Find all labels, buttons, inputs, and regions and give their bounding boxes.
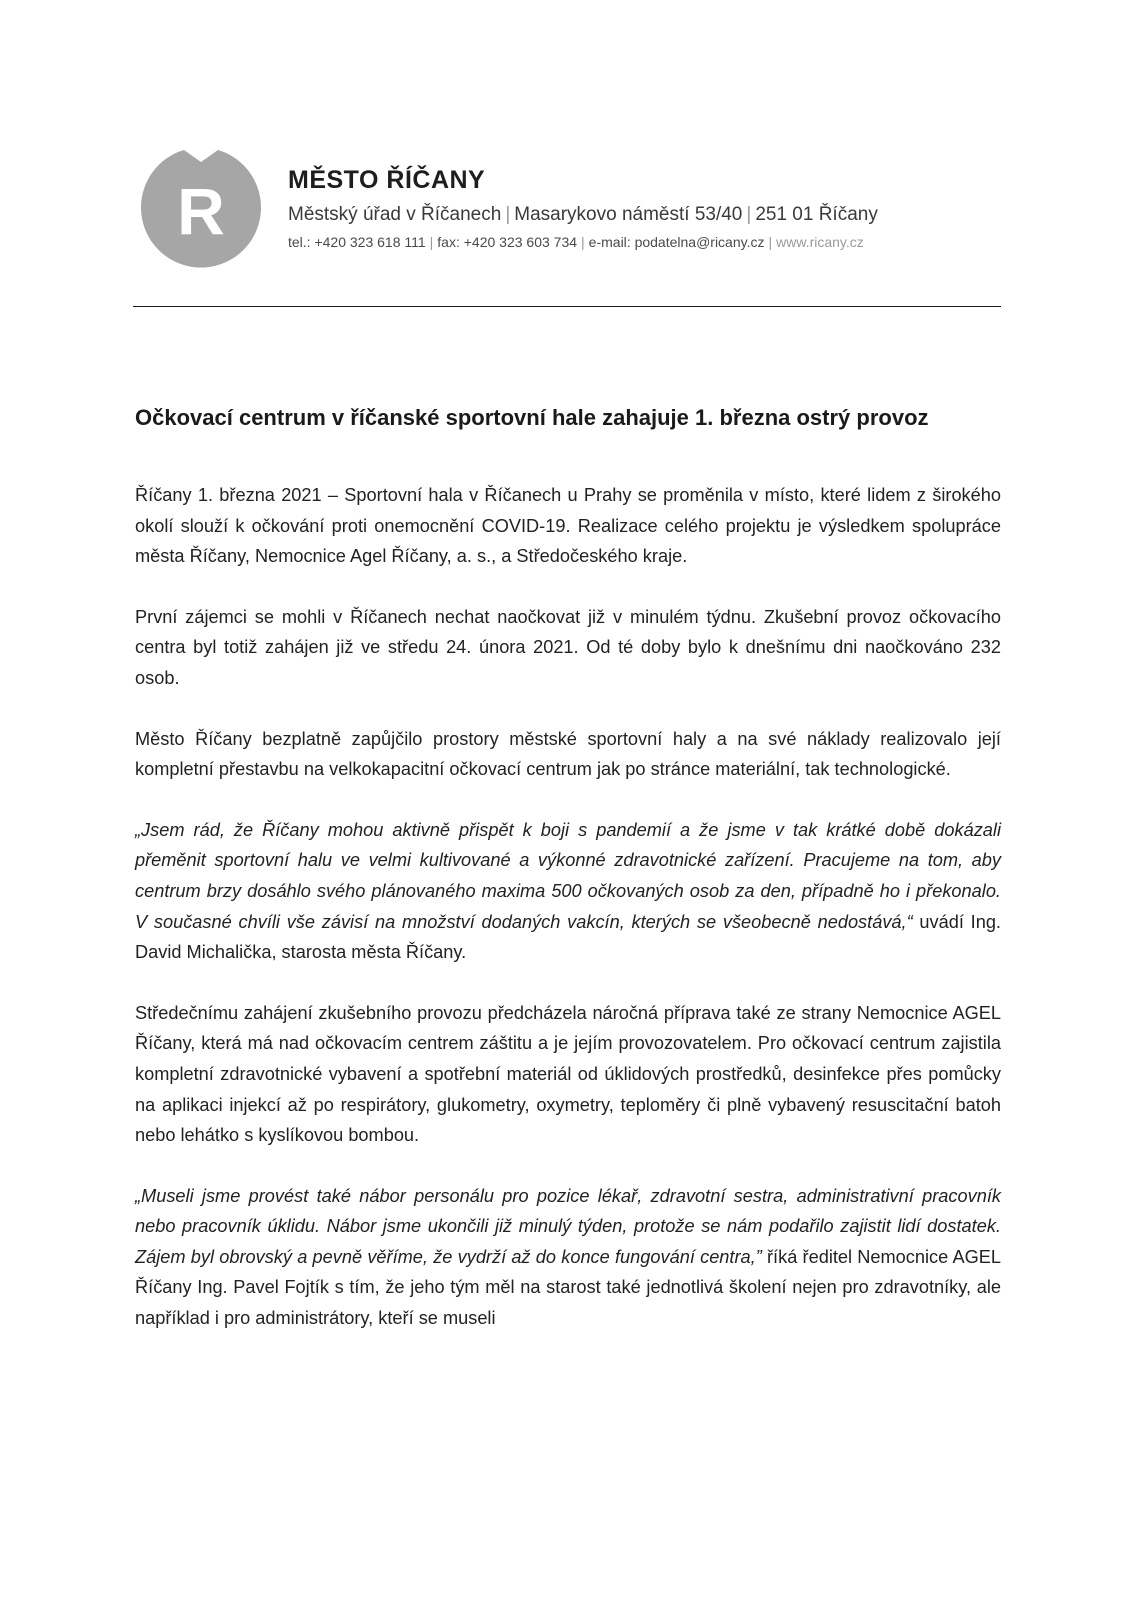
email-link[interactable]: e-mail: podatelna@ricany.cz <box>588 234 765 250</box>
separator: | <box>746 204 752 225</box>
article-body <box>135 480 1001 1364</box>
logo-letter: R <box>177 174 225 248</box>
quote-mayor <box>135 815 1001 968</box>
letterhead <box>136 140 1000 270</box>
organization-name: MĚSTO ŘÍČANY <box>288 166 486 194</box>
city-logo <box>136 144 266 274</box>
telephone: tel.: +420 323 618 111 <box>288 234 426 250</box>
article-headline: Očkovací centrum v říčanské sportovní hale zahajuje 1. března ostrý provoz <box>135 404 929 430</box>
quote-attribution: říká ředitel Nemocnice AGEL Říčany Ing. Pavel Fojtík s tím, že jeho tým měl na starost také jednotlivá školení nejen pro zdravotníky, ale například i pro administrátory, kteří se museli <box>135 1246 1002 1329</box>
office-name: Městský úřad v Říčanech <box>288 204 502 225</box>
city-address: 251 01 Říčany <box>755 204 878 225</box>
paragraph-city-funding: Město Říčany bezplatně zapůjčilo prostory městské sportovní haly a na své náklady realizovalo její kompletní přestavbu na velkokapacitní očkovací centrum jak po stránce materiální, tak technologické. <box>135 728 1001 780</box>
paragraph-intro: Říčany 1. března 2021 – Sportovní hala v Říčanech u Prahy se proměnila v místo, které lidem z širokého okolí slouží k očkování proti onemocnění COVID-19. Realizace celého projektu je výsledkem spolupráce města Říčany, Nemocnice Agel Říčany, a. s., a Středočeského kraje. <box>135 485 1001 567</box>
separator: | <box>581 234 585 250</box>
separator: | <box>429 234 434 250</box>
quote-text: „Jsem rád, že Říčany mohou aktivně přispět k boji s pandemií a že jsme v tak krátké době dokázali přeměnit sportovní halu ve velmi kultivované a výkonné zdravotnické zařízení. Pracujeme na tom, aby centrum brzy dosáhlo svého plánovaného maxima 500 očkovaných osob za den, případně ho i překonalo. V současné chvíli vše závisí na množství dodaných vakcín, kterých se všeobecně nedostává,“ <box>135 819 1001 932</box>
paragraph-hospital-preparation: Středečnímu zahájení zkušebního provozu předcházela náročná příprava také ze strany Nemocnice AGEL Říčany, která má nad očkovacím centrem záštitu a je jejím provozovatelem. Pro očkovací centrum zajistila kompletní zdravotnické vybavení a spotřební materiál od úklidových prostředků, desinfekce přes pomůcky na aplikaci injekcí až po respirátory, glukometry, oxymetry, teploměry či plně vybavený resuscitační batoh nebo lehátko s kyslíkovou bombou. <box>135 1002 1001 1146</box>
paragraph-trial-run: První zájemci se mohli v Říčanech nechat naočkovat již v minulém týdnu. Zkušební provoz očkovacího centra byl totiž zahájen již ve středu 24. února 2021. Od té doby bylo k dnešnímu dni naočkováno 232 osob. <box>135 606 1001 688</box>
separator: | <box>505 204 511 225</box>
street-address: Masarykovo náměstí 53/40 <box>514 204 743 225</box>
quote-attribution: uvádí Ing. David Michalička, starosta města Říčany. <box>135 911 1001 963</box>
header-divider <box>133 306 1001 307</box>
quote-hospital-director <box>135 1181 1001 1334</box>
quote-text: „Museli jsme provést také nábor personálu pro pozice lékař, zdravotní sestra, administrativní pracovník nebo pracovník úklidu. Nábor jsme ukončili již minulý týden, protože se nám podařilo zajistit lidí dostatek. Zájem byl obrovský a pevně věříme, že vydrží až do konce fungování centra,” <box>135 1185 1001 1267</box>
separator: | <box>768 234 773 250</box>
organization-address <box>288 204 878 226</box>
website-link[interactable]: www.ricany.cz <box>776 234 864 250</box>
organization-contacts <box>288 234 864 250</box>
fax: fax: +420 323 603 734 <box>437 234 578 250</box>
